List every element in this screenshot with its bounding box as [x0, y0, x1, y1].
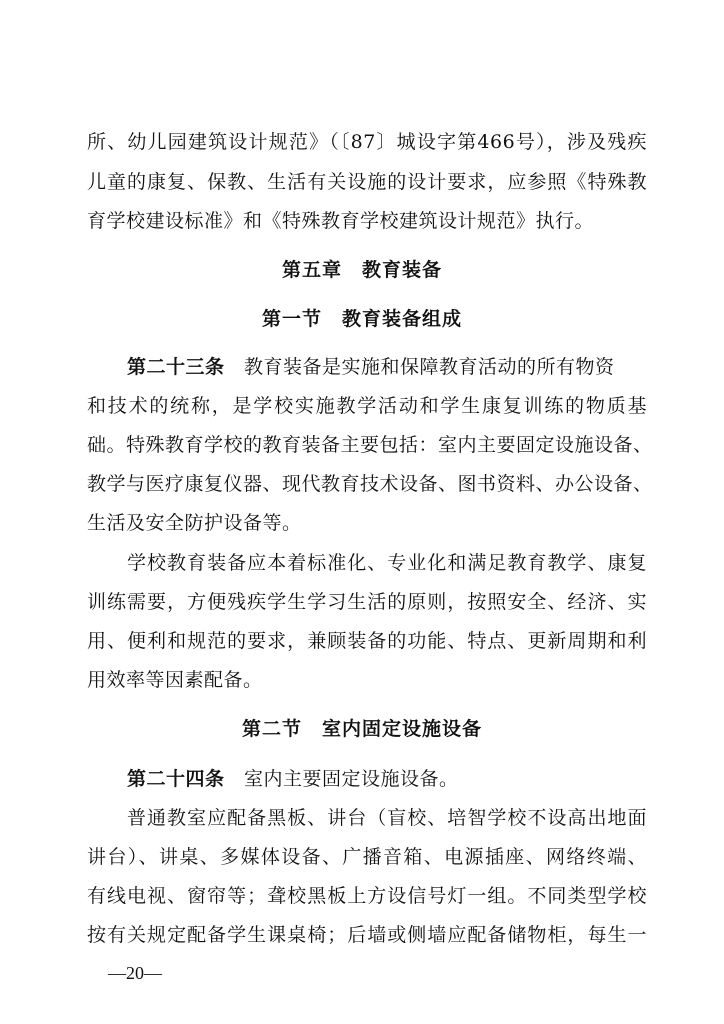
body-text-line: 普通教室应配备黑板、讲台（盲校、培智学校不设高出地面: [127, 807, 647, 829]
body-text-line: 用、便利和规范的要求，兼顾装备的功能、特点、更新周期和利: [87, 630, 647, 652]
body-text-line: 训练需要，方便残疾学生学习生活的原则，按照安全、经济、实: [87, 591, 647, 613]
article-text: 室内主要固定设施设备。: [224, 768, 459, 790]
body-text-line: 按有关规定配备学生课桌椅；后墙或侧墙应配备储物柜，每生一: [87, 924, 647, 946]
body-text-line: 生活及安全防护设备等。: [87, 512, 302, 534]
body-text-line: 育学校建设标准》和《特殊教育学校建筑设计规范》执行。: [87, 210, 595, 232]
body-text-line: 讲台）、讲桌、多媒体设备、广播音箱、电源插座、网络终端、: [87, 846, 647, 868]
body-text-line: 用效率等因素配备。: [87, 669, 263, 691]
article-label: 第二十四条: [127, 768, 225, 790]
body-text-line: 学校教育装备应本着标准化、专业化和满足教育教学、康复: [127, 552, 647, 574]
body-text-line: 有线电视、窗帘等；聋校黑板上方设信号灯一组。不同类型学校: [87, 885, 647, 907]
article-23-first-line: [127, 355, 647, 379]
body-text-line: 儿童的康复、保教、生活有关设施的设计要求，应参照《特殊教: [87, 171, 647, 193]
article-text: 教育装备是实施和保障教育活动的所有物资: [224, 356, 615, 378]
body-text-line: 础。特殊教育学校的教育装备主要包括：室内主要固定设施设备、: [87, 434, 653, 456]
chapter-title: 第五章 教育装备: [281, 259, 442, 281]
body-text-line: 教学与医疗康复仪器、现代教育技术设备、图书资料、办公设备、: [87, 473, 653, 495]
article-24-line: [127, 767, 647, 791]
article-label: 第二十三条: [127, 356, 225, 378]
body-text-line: 和技术的统称，是学校实施教学活动和学生康复训练的物质基: [87, 395, 647, 417]
section-title: 第二节 室内固定设施设备: [241, 718, 482, 740]
section-title: 第一节 教育装备组成: [261, 308, 462, 330]
page-number: —20—: [108, 963, 162, 983]
body-text-line: 所、幼儿园建筑设计规范》（〔87〕城设字第466号），涉及残疾: [87, 131, 647, 153]
